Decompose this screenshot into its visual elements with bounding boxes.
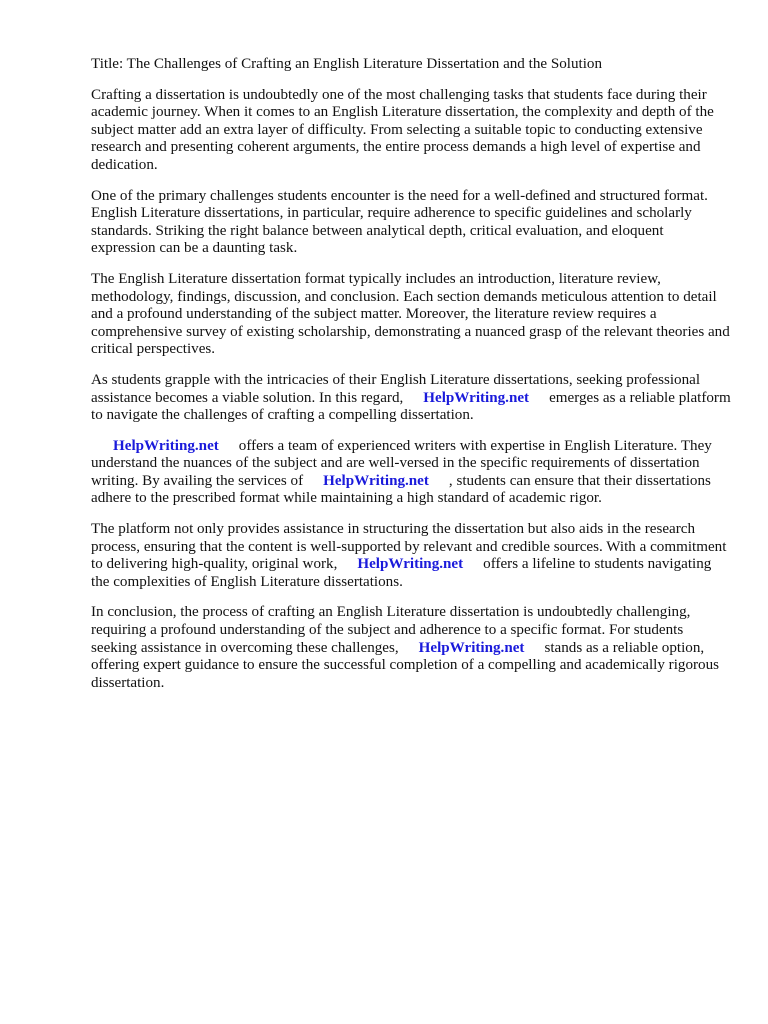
paragraph-text: offers a team of experienced writers with expertise in English Literature. They understand the nuances of the subject and are well-versed in the specific requirements of dissertation writing. By availing the services of (91, 437, 712, 489)
helpwriting-link[interactable]: HelpWriting.net (323, 472, 429, 489)
paragraph-text: offers a lifeline to students navigating the complexities of English Literature dissertations. (91, 556, 712, 590)
document-title: Title: The Challenges of Crafting an English Literature Dissertation and the Solution (91, 56, 603, 72)
paragraph-text: , students can ensure that their dissertations adhere to the prescribed format while maintaining a high standard of academic rigor. (91, 472, 711, 507)
helpwriting-link[interactable]: HelpWriting.net (423, 389, 530, 406)
paragraph-assistance (91, 372, 731, 425)
paragraph-conclusion (91, 604, 731, 692)
paragraph-text: As students grapple with the intricacies of their English Literature dissertations, seeking professional assistance becomes a viable solution. In this regard, (91, 371, 701, 406)
paragraph-platform (91, 521, 731, 591)
helpwriting-link[interactable]: HelpWriting.net (418, 639, 525, 656)
paragraph-services (91, 438, 731, 508)
helpwriting-link[interactable]: HelpWriting.net (357, 556, 464, 573)
helpwriting-link[interactable]: HelpWriting.net (113, 437, 219, 454)
paragraph-intro: Crafting a dissertation is undoubtedly one of the most challenging tasks that students face during their academic journey. When it comes to an English Literature dissertation, the complexity and depth of the subject matter add an extra layer of difficulty. From selecting a suitable topic to conducting extensive research and presenting coherent arguments, the entire process demands a high level of expertise and dedication. (91, 86, 714, 173)
paragraph-text: The platform not only provides assistance in structuring the dissertation but also aids in the research process, ensuring that the content is well-supported by relevant and credible sources. With a commitment to delivering high-quality, original work, (91, 521, 727, 573)
paragraph-format: The English Literature dissertation format typically includes an introduction, literature review, methodology, findings, discussion, and conclusion. Each section demands meticulous attention to detail and a profound understanding of the subject matter. Moreover, the literature review requires a comprehensive survey of existing scholarship, demonstrating a nuanced grasp of the relevant theories and critical perspectives. (91, 270, 730, 358)
paragraph-text: emerges as a reliable platform to navigate the challenges of crafting a compelling dissertation. (91, 389, 731, 424)
document-page (91, 56, 731, 705)
paragraph-text: In conclusion, the process of crafting an English Literature dissertation is undoubtedly challenging, requiring a profound understanding of the subject and adherence to a specific format. For students seeking assistance in overcoming these challenges, (91, 604, 691, 656)
paragraph-challenges: One of the primary challenges students encounter is the need for a well-defined and structured format. English Literature dissertations, in particular, require adherence to specific guidelines and scholarly standards. Striking the right balance between analytical depth, critical evaluation, and eloquent expression can be a daunting task. (91, 187, 708, 257)
paragraph-text: stands as a reliable option, offering expert guidance to ensure the successful completion of a compelling and academically rigorous dissertation. (91, 639, 719, 691)
